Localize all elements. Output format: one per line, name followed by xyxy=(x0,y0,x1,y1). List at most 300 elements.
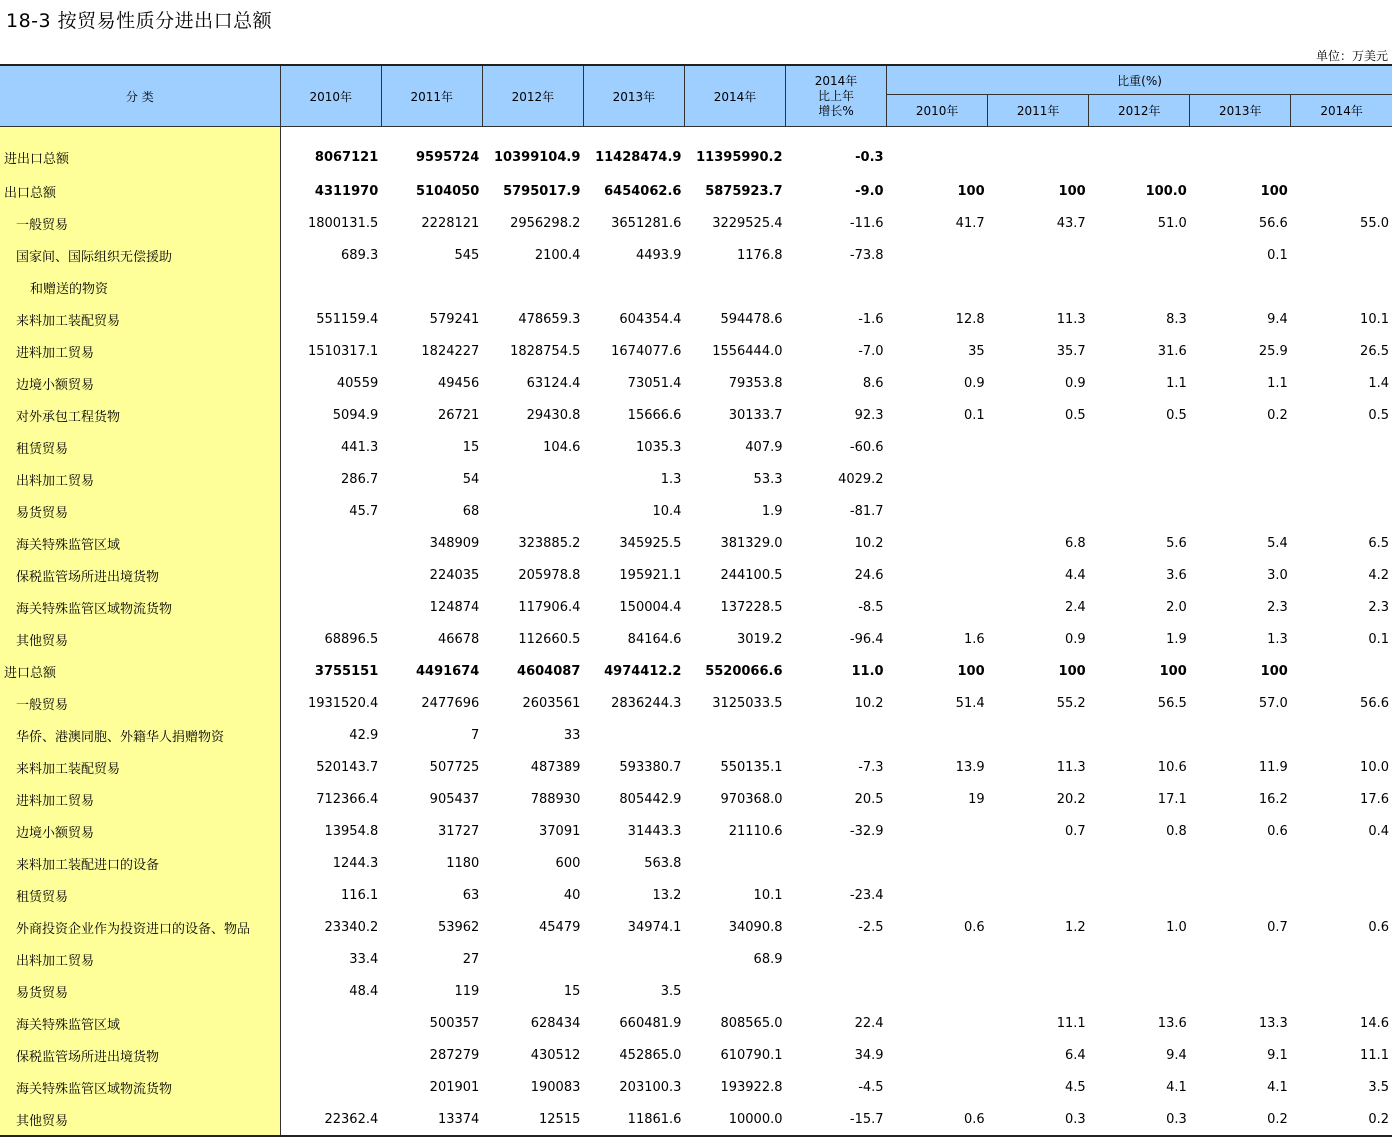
table-cell: 0.9 xyxy=(1065,631,1086,647)
table-cell: 6.4 xyxy=(1065,1047,1086,1063)
row-label: 出料加工贸易 xyxy=(0,943,280,975)
table-cell: 348909 xyxy=(429,535,480,551)
table-cell: 35.7 xyxy=(1056,343,1086,359)
table-cell xyxy=(381,271,482,303)
table-cell xyxy=(280,1007,381,1039)
header-growth-line3: 增长% xyxy=(818,103,854,118)
table-cell: 9595724 xyxy=(415,149,480,165)
table-cell: 1800131.5 xyxy=(307,215,379,231)
table-cell: 54 xyxy=(462,471,480,487)
table-cell: 452865.0 xyxy=(619,1047,682,1063)
table-cell: 68.9 xyxy=(753,951,783,967)
table-cell: 193922.8 xyxy=(720,1079,783,1095)
table-cell xyxy=(280,591,381,623)
table-cell: 205978.8 xyxy=(518,567,581,583)
table-cell: 1828754.5 xyxy=(510,343,581,359)
table-cell: 604354.4 xyxy=(619,311,682,327)
table-cell: 1556444.0 xyxy=(712,343,783,359)
table-cell xyxy=(482,463,583,495)
table-cell: 10.4 xyxy=(652,503,682,519)
row-label: 国家间、国际组织无偿援助 xyxy=(0,239,280,271)
table-cell: 905437 xyxy=(429,791,480,807)
table-cell: 51.4 xyxy=(955,695,985,711)
row-label: 进口总额 xyxy=(0,655,280,687)
table-cell xyxy=(280,1071,381,1103)
table-cell xyxy=(786,975,887,1007)
table-cell: 8.6 xyxy=(862,375,884,391)
table-cell xyxy=(887,943,988,975)
table-cell: 41.7 xyxy=(955,215,985,231)
table-cell xyxy=(988,847,1089,879)
table-cell xyxy=(988,271,1089,303)
table-cell: 100 xyxy=(1159,663,1187,679)
table-cell: 0.5 xyxy=(1065,407,1086,423)
table-cell: 660481.9 xyxy=(619,1015,682,1031)
table-cell: 35 xyxy=(968,343,985,359)
table-cell: 68 xyxy=(462,503,480,519)
table-cell: -23.4 xyxy=(849,887,884,903)
table-cell: 11861.6 xyxy=(583,1103,684,1136)
table-cell xyxy=(583,719,684,751)
row-label: 海关特殊监管区域 xyxy=(0,1007,280,1039)
table-cell: 4.1 xyxy=(1166,1079,1187,1095)
row-label: 进料加工贸易 xyxy=(0,335,280,367)
table-cell: 56.6 xyxy=(1258,215,1288,231)
table-cell xyxy=(887,1007,988,1039)
row-label: 边境小额贸易 xyxy=(0,815,280,847)
table-row xyxy=(0,495,1392,527)
table-cell: 25.9 xyxy=(1258,343,1288,359)
table-cell: 0.8 xyxy=(1166,823,1187,839)
table-cell: 73051.4 xyxy=(627,375,682,391)
table-cell xyxy=(1089,271,1190,303)
table-cell: 100 xyxy=(1058,183,1086,199)
table-row xyxy=(0,1103,1392,1136)
table-cell: 4.2 xyxy=(1368,567,1389,583)
table-cell: 3.5 xyxy=(660,983,682,999)
header-category: 分 类 xyxy=(0,65,280,127)
table-cell xyxy=(1190,943,1291,975)
table-cell xyxy=(1190,431,1291,463)
table-cell: 345925.5 xyxy=(619,535,682,551)
table-cell: 6.5 xyxy=(1368,535,1389,551)
table-cell: 0.2 xyxy=(1291,1103,1392,1136)
table-cell xyxy=(1291,271,1392,303)
table-row xyxy=(0,655,1392,687)
table-cell: 224035 xyxy=(429,567,480,583)
table-cell: -96.4 xyxy=(849,631,884,647)
table-cell: 56.5 xyxy=(1157,695,1187,711)
table-cell: -7.0 xyxy=(858,343,884,359)
table-cell: 2.3 xyxy=(1368,599,1389,615)
table-cell xyxy=(280,1039,381,1071)
table-cell xyxy=(786,719,887,751)
row-label: 边境小额贸易 xyxy=(0,367,280,399)
table-row xyxy=(0,879,1392,911)
table-cell: 593380.7 xyxy=(619,759,682,775)
table-row xyxy=(0,367,1392,399)
table-row xyxy=(0,1007,1392,1039)
table-cell: 3755151 xyxy=(314,663,379,679)
table-row xyxy=(0,751,1392,783)
table-cell xyxy=(482,495,583,527)
table-cell: 689.3 xyxy=(341,247,379,263)
table-cell: 79353.8 xyxy=(728,375,783,391)
table-body xyxy=(0,127,1392,1137)
header-share-group: 比重(%) xyxy=(887,65,1392,95)
table-cell: 203100.3 xyxy=(619,1079,682,1095)
table-cell: 10399104.9 xyxy=(494,149,581,165)
table-cell: 6454062.6 xyxy=(604,183,682,199)
table-cell xyxy=(887,559,988,591)
table-cell: 49456 xyxy=(437,375,480,391)
table-cell: 579241 xyxy=(429,311,480,327)
table-cell: 55.2 xyxy=(1056,695,1086,711)
table-cell: 21110.6 xyxy=(728,823,783,839)
table-cell: 13.9 xyxy=(955,759,985,775)
table-cell: 0.7 xyxy=(1267,919,1288,935)
table-cell xyxy=(1190,975,1291,1007)
table-cell: 12515 xyxy=(482,1103,583,1136)
table-cell: 628434 xyxy=(530,1015,581,1031)
table-cell: 100 xyxy=(957,663,985,679)
table-cell xyxy=(1291,463,1392,495)
table-cell xyxy=(1291,943,1392,975)
table-cell: 1.3 xyxy=(660,471,682,487)
table-row xyxy=(0,783,1392,815)
table-cell: 43.7 xyxy=(1056,215,1086,231)
row-label: 海关特殊监管区域 xyxy=(0,527,280,559)
header-growth-line1: 2014年 xyxy=(814,73,858,88)
table-cell: 12.8 xyxy=(955,311,985,327)
table-cell: 13.3 xyxy=(1258,1015,1288,1031)
table-cell: -2.5 xyxy=(858,919,884,935)
header-share-2013: 2013年 xyxy=(1190,95,1291,127)
row-label: 和赠送的物资 xyxy=(0,271,280,303)
table-cell: 26.5 xyxy=(1360,343,1389,359)
header-year-2013: 2013年 xyxy=(583,65,684,127)
row-label: 进料加工贸易 xyxy=(0,783,280,815)
table-cell: 17.1 xyxy=(1157,791,1187,807)
table-cell: 808565.0 xyxy=(720,1015,783,1031)
table-cell xyxy=(887,815,988,847)
row-label: 海关特殊监管区域物流货物 xyxy=(0,591,280,623)
table-cell: 37091 xyxy=(539,823,581,839)
table-row xyxy=(0,847,1392,879)
trade-table xyxy=(0,64,1392,1137)
table-cell: 68896.5 xyxy=(324,631,379,647)
table-cell: 34090.8 xyxy=(728,919,783,935)
header-share-2011: 2011年 xyxy=(988,95,1089,127)
table-row xyxy=(0,335,1392,367)
table-cell: 244100.5 xyxy=(720,567,783,583)
table-cell xyxy=(1190,879,1291,911)
table-cell: 11395990.2 xyxy=(696,149,783,165)
table-cell: 4491674 xyxy=(415,663,480,679)
table-cell xyxy=(1089,719,1190,751)
table-cell: 53.3 xyxy=(753,471,783,487)
table-cell: 9.1 xyxy=(1267,1047,1288,1063)
table-cell: 13954.8 xyxy=(324,823,379,839)
table-cell: 31.6 xyxy=(1157,343,1187,359)
row-label: 租赁贸易 xyxy=(0,879,280,911)
table-cell: 10000.0 xyxy=(684,1103,785,1136)
row-label: 来料加工装配进口的设备 xyxy=(0,847,280,879)
table-cell: 9.4 xyxy=(1166,1047,1187,1063)
table-cell: 0.1 xyxy=(1368,631,1389,647)
table-cell: 4311970 xyxy=(314,183,379,199)
table-cell: 287279 xyxy=(429,1047,480,1063)
table-row xyxy=(0,623,1392,655)
row-label: 来料加工装配贸易 xyxy=(0,303,280,335)
table-header xyxy=(0,65,1392,127)
header-share-2012: 2012年 xyxy=(1089,95,1190,127)
table-cell: 381329.0 xyxy=(720,535,783,551)
table-row xyxy=(0,815,1392,847)
table-cell: 5.6 xyxy=(1166,535,1187,551)
table-cell: 0.6 xyxy=(1267,823,1288,839)
table-cell: 11.3 xyxy=(1056,759,1086,775)
table-cell: 0.2 xyxy=(1190,1103,1291,1136)
table-row xyxy=(0,1039,1392,1071)
table-cell: 40 xyxy=(563,887,581,903)
table-cell xyxy=(684,847,785,879)
table-cell: 100.0 xyxy=(1145,183,1187,199)
table-cell: 6.8 xyxy=(1065,535,1086,551)
table-cell xyxy=(1089,431,1190,463)
table-cell: 20.5 xyxy=(854,791,884,807)
table-row xyxy=(0,1071,1392,1103)
table-cell: 55.0 xyxy=(1360,215,1389,231)
table-cell: 53962 xyxy=(437,919,480,935)
table-cell: 100 xyxy=(1260,183,1288,199)
table-cell: 520143.7 xyxy=(316,759,379,775)
table-cell: 1035.3 xyxy=(635,439,682,455)
table-cell xyxy=(583,943,684,975)
table-cell xyxy=(887,975,988,1007)
table-cell xyxy=(887,463,988,495)
table-cell xyxy=(1190,847,1291,879)
table-cell: -32.9 xyxy=(849,823,884,839)
table-cell: 478659.3 xyxy=(518,311,581,327)
table-cell: 190083 xyxy=(530,1079,581,1095)
table-cell: 4029.2 xyxy=(838,471,884,487)
table-cell: 0.4 xyxy=(1368,823,1389,839)
table-cell: 201901 xyxy=(429,1079,480,1095)
table-cell: 11.9 xyxy=(1258,759,1288,775)
table-cell xyxy=(1089,847,1190,879)
table-cell: 1510317.1 xyxy=(307,343,379,359)
header-share-2014: 2014年 xyxy=(1291,95,1392,127)
table-cell: 31443.3 xyxy=(627,823,682,839)
table-cell: 22362.4 xyxy=(280,1103,381,1136)
table-cell: 1.3 xyxy=(1267,631,1288,647)
table-cell: 48.4 xyxy=(349,983,379,999)
table-cell xyxy=(1291,175,1392,207)
table-row xyxy=(0,591,1392,623)
table-row xyxy=(0,463,1392,495)
table-row xyxy=(0,207,1392,239)
table-cell: 0.2 xyxy=(1267,407,1288,423)
table-cell: 2836244.3 xyxy=(611,695,682,711)
table-cell: 11428474.9 xyxy=(595,149,682,165)
table-cell: 507725 xyxy=(429,759,480,775)
table-cell: 563.8 xyxy=(644,855,682,871)
table-cell: 8067121 xyxy=(314,149,379,165)
table-cell: 29430.8 xyxy=(526,407,581,423)
table-cell: 1824227 xyxy=(421,343,480,359)
table-cell: 2100.4 xyxy=(534,247,581,263)
table-cell: 34974.1 xyxy=(627,919,682,935)
table-cell: 3019.2 xyxy=(737,631,783,647)
table-cell: 92.3 xyxy=(854,407,884,423)
table-cell: 23340.2 xyxy=(324,919,379,935)
table-cell: 42.9 xyxy=(349,727,379,743)
table-cell: 46678 xyxy=(437,631,480,647)
table-cell: 100 xyxy=(1058,663,1086,679)
table-cell: 323885.2 xyxy=(518,535,581,551)
table-cell: 0.6 xyxy=(887,1103,988,1136)
table-cell xyxy=(280,271,381,303)
table-cell: 1.9 xyxy=(761,503,783,519)
row-label: 出料加工贸易 xyxy=(0,463,280,495)
table-cell: 10.2 xyxy=(854,695,884,711)
table-cell: -4.5 xyxy=(858,1079,884,1095)
table-cell: 600 xyxy=(555,855,581,871)
table-cell: 3.5 xyxy=(1368,1079,1389,1095)
table-cell: -9.0 xyxy=(855,183,884,199)
table-cell xyxy=(887,239,988,271)
table-cell xyxy=(887,847,988,879)
table-cell: 100 xyxy=(957,183,985,199)
table-cell: 5875923.7 xyxy=(705,183,783,199)
table-cell: 63124.4 xyxy=(526,375,581,391)
table-cell: 1.2 xyxy=(1065,919,1086,935)
table-cell: 0.1 xyxy=(963,407,985,423)
table-cell: 0.1 xyxy=(1267,247,1288,263)
table-cell: 10.2 xyxy=(854,535,884,551)
table-cell: -81.7 xyxy=(849,503,884,519)
table-cell xyxy=(988,431,1089,463)
table-cell: 14.6 xyxy=(1360,1015,1389,1031)
table-cell xyxy=(786,847,887,879)
table-cell: 0.5 xyxy=(1166,407,1187,423)
table-cell: 13.6 xyxy=(1157,1015,1187,1031)
header-growth-line2: 比上年 xyxy=(818,88,855,103)
table-cell: 4604087 xyxy=(517,663,581,679)
table-cell xyxy=(684,719,785,751)
table-cell xyxy=(583,271,684,303)
table-cell: 150004.4 xyxy=(619,599,682,615)
table-cell: 3651281.6 xyxy=(611,215,682,231)
table-cell: 1.4 xyxy=(1368,375,1389,391)
table-cell: 594478.6 xyxy=(720,311,783,327)
table-cell xyxy=(988,719,1089,751)
table-cell: 1176.8 xyxy=(737,247,783,263)
table-row xyxy=(0,399,1392,431)
table-cell: 4974412.2 xyxy=(604,663,682,679)
row-label: 保税监管场所进出境货物 xyxy=(0,1039,280,1071)
table-cell: 10.0 xyxy=(1360,759,1389,775)
table-cell: 33 xyxy=(563,727,581,743)
table-cell xyxy=(1190,463,1291,495)
row-label: 一般贸易 xyxy=(0,207,280,239)
table-cell: -73.8 xyxy=(849,247,884,263)
table-row xyxy=(0,303,1392,335)
table-cell: 17.6 xyxy=(1360,791,1389,807)
table-cell xyxy=(887,879,988,911)
row-label: 外商投资企业作为投资进口的设备、物品 xyxy=(0,911,280,943)
table-cell: 5094.9 xyxy=(332,407,379,423)
header-growth xyxy=(786,65,887,127)
table-cell xyxy=(280,559,381,591)
table-cell: 3125033.5 xyxy=(712,695,783,711)
row-label: 租赁贸易 xyxy=(0,431,280,463)
row-label: 海关特殊监管区域物流货物 xyxy=(0,1071,280,1103)
table-row xyxy=(0,719,1392,751)
table-cell: 551159.4 xyxy=(316,311,379,327)
header-year-2014: 2014年 xyxy=(684,65,785,127)
table-cell xyxy=(1291,847,1392,879)
table-cell: 550135.1 xyxy=(720,759,783,775)
table-cell: 16.2 xyxy=(1258,791,1288,807)
table-cell: -0.3 xyxy=(855,149,884,165)
table-cell: 117906.4 xyxy=(518,599,581,615)
table-cell xyxy=(988,975,1089,1007)
page-title: 18-3 按贸易性质分进出口总额 xyxy=(6,10,273,32)
table-cell: 63 xyxy=(462,887,480,903)
table-cell: 9.4 xyxy=(1267,311,1288,327)
table-cell: 2.4 xyxy=(1065,599,1086,615)
table-cell: 5104050 xyxy=(415,183,480,199)
table-cell: 84164.6 xyxy=(627,631,682,647)
table-cell: 0.9 xyxy=(963,375,985,391)
table-cell: 19 xyxy=(968,791,985,807)
table-cell xyxy=(1190,127,1291,176)
table-cell: 0.5 xyxy=(1368,407,1389,423)
table-cell: 2477696 xyxy=(421,695,480,711)
table-cell xyxy=(1291,127,1392,176)
table-cell: 0.7 xyxy=(1065,823,1086,839)
table-cell: 51.0 xyxy=(1157,215,1187,231)
table-cell: 2.0 xyxy=(1166,599,1187,615)
table-cell: 487389 xyxy=(530,759,581,775)
table-cell: 13374 xyxy=(381,1103,482,1136)
table-cell: 40559 xyxy=(336,375,379,391)
row-label: 易货贸易 xyxy=(0,975,280,1007)
table-cell: 137228.5 xyxy=(720,599,783,615)
table-cell: 116.1 xyxy=(341,887,379,903)
table-cell xyxy=(482,943,583,975)
table-cell: 57.0 xyxy=(1258,695,1288,711)
table-cell xyxy=(887,591,988,623)
table-cell xyxy=(1089,127,1190,176)
table-cell xyxy=(1089,943,1190,975)
table-cell xyxy=(1089,239,1190,271)
table-cell: 1180 xyxy=(446,855,480,871)
table-cell: 10.1 xyxy=(753,887,783,903)
table-cell: 970368.0 xyxy=(720,791,783,807)
table-cell xyxy=(988,127,1089,176)
table-cell: 56.6 xyxy=(1360,695,1389,711)
table-cell: 788930 xyxy=(530,791,581,807)
table-row xyxy=(0,527,1392,559)
table-cell: 11.1 xyxy=(1360,1047,1389,1063)
table-cell: 1674077.6 xyxy=(611,343,682,359)
row-label: 进出口总额 xyxy=(0,127,280,176)
table-cell: 4.4 xyxy=(1065,567,1086,583)
table-cell: 500357 xyxy=(429,1015,480,1031)
